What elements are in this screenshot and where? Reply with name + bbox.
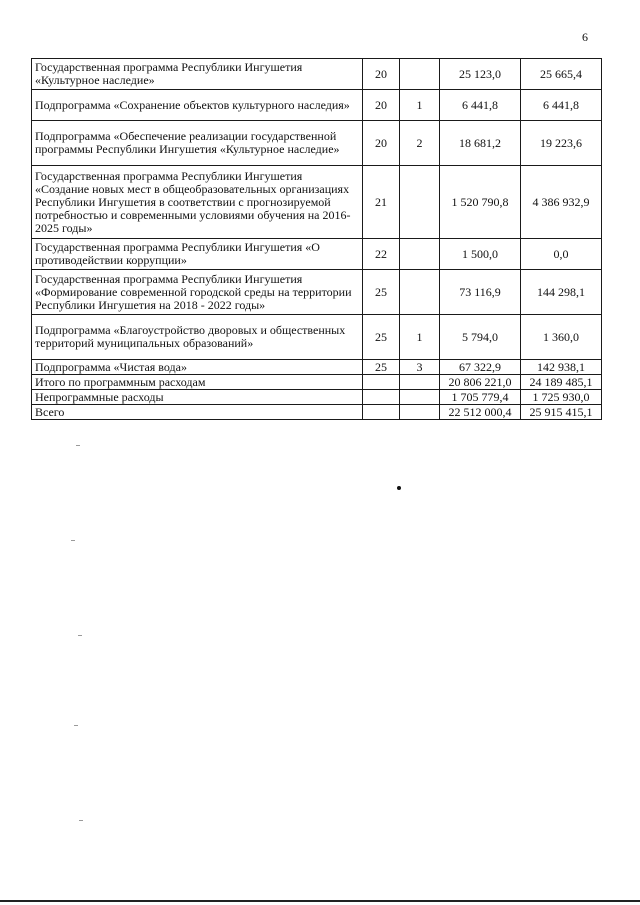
scan-speck — [79, 820, 83, 821]
value-2020: 19 223,6 — [521, 121, 602, 166]
value-2020: 0,0 — [521, 239, 602, 270]
value-2019: 20 806 221,0 — [440, 375, 521, 390]
subprogram-code — [400, 166, 440, 239]
value-2019: 5 794,0 — [440, 315, 521, 360]
table-row — [32, 121, 602, 166]
total-label: Итого по программным расходам — [32, 375, 363, 390]
scan-speck — [78, 635, 82, 636]
value-2019: 67 322,9 — [440, 360, 521, 375]
row-name: Государственная программа Республики Ингушетия «Создание новых мест в общеобразовательных организациях Республики Ингушетия в соответствии с прогнозируемой потребностью и современными условиями обучения на 2016-2025 годы» — [32, 166, 363, 239]
scan-edge-line — [0, 900, 640, 902]
value-2020: 24 189 485,1 — [521, 375, 602, 390]
subprogram-code: 2 — [400, 121, 440, 166]
subprogram-code — [400, 270, 440, 315]
row-name: Государственная программа Республики Ингушетия «Формирование современной городской среды на территории Республики Ингушетия на 2018 - 2022 годы» — [32, 270, 363, 315]
subprogram-code — [400, 390, 440, 405]
value-2019: 73 116,9 — [440, 270, 521, 315]
value-2020: 144 298,1 — [521, 270, 602, 315]
value-2020: 1 360,0 — [521, 315, 602, 360]
scan-speck — [74, 725, 78, 726]
table-row — [32, 239, 602, 270]
subprogram-code — [400, 375, 440, 390]
row-name: Подпрограмма «Благоустройство дворовых и общественных территорий муниципальных образований» — [32, 315, 363, 360]
value-2020: 25 665,4 — [521, 59, 602, 90]
program-code: 20 — [363, 90, 400, 121]
subprogram-code — [400, 239, 440, 270]
program-code — [363, 405, 400, 420]
page-number: 6 — [582, 30, 588, 44]
program-code: 20 — [363, 59, 400, 90]
value-2019: 1 705 779,4 — [440, 390, 521, 405]
scan-speck — [76, 445, 80, 446]
program-code: 21 — [363, 166, 400, 239]
total-label: Всего — [32, 405, 363, 420]
row-name: Подпрограмма «Сохранение объектов культурного наследия» — [32, 90, 363, 121]
table-row — [32, 90, 602, 121]
program-code: 22 — [363, 239, 400, 270]
value-2019: 18 681,2 — [440, 121, 521, 166]
program-code: 25 — [363, 270, 400, 315]
value-2019: 22 512 000,4 — [440, 405, 521, 420]
total-row — [32, 375, 602, 390]
scan-speck — [71, 540, 75, 541]
scan-mark-dot — [397, 486, 401, 490]
row-name: Государственная программа Республики Ингушетия «Культурное наследие» — [32, 59, 363, 90]
value-2020: 25 915 415,1 — [521, 405, 602, 420]
total-row — [32, 390, 602, 405]
value-2019: 1 520 790,8 — [440, 166, 521, 239]
program-code — [363, 390, 400, 405]
value-2019: 1 500,0 — [440, 239, 521, 270]
program-code — [363, 375, 400, 390]
total-row — [32, 405, 602, 420]
budget-table — [31, 58, 602, 420]
total-label: Непрограммные расходы — [32, 390, 363, 405]
table-row — [32, 270, 602, 315]
row-name: Государственная программа Республики Ингушетия «О противодействии коррупции» — [32, 239, 363, 270]
subprogram-code: 3 — [400, 360, 440, 375]
value-2020: 4 386 932,9 — [521, 166, 602, 239]
value-2019: 25 123,0 — [440, 59, 521, 90]
table-row — [32, 166, 602, 239]
subprogram-code: 1 — [400, 90, 440, 121]
row-name: Подпрограмма «Чистая вода» — [32, 360, 363, 375]
value-2020: 1 725 930,0 — [521, 390, 602, 405]
value-2020: 142 938,1 — [521, 360, 602, 375]
program-code: 20 — [363, 121, 400, 166]
subprogram-code: 1 — [400, 315, 440, 360]
table-row — [32, 360, 602, 375]
table-row — [32, 59, 602, 90]
subprogram-code — [400, 405, 440, 420]
program-code: 25 — [363, 360, 400, 375]
subprogram-code — [400, 59, 440, 90]
value-2020: 6 441,8 — [521, 90, 602, 121]
row-name: Подпрограмма «Обеспечение реализации государственной программы Республики Ингушетия «Культурное наследие» — [32, 121, 363, 166]
program-code: 25 — [363, 315, 400, 360]
value-2019: 6 441,8 — [440, 90, 521, 121]
table-row — [32, 315, 602, 360]
